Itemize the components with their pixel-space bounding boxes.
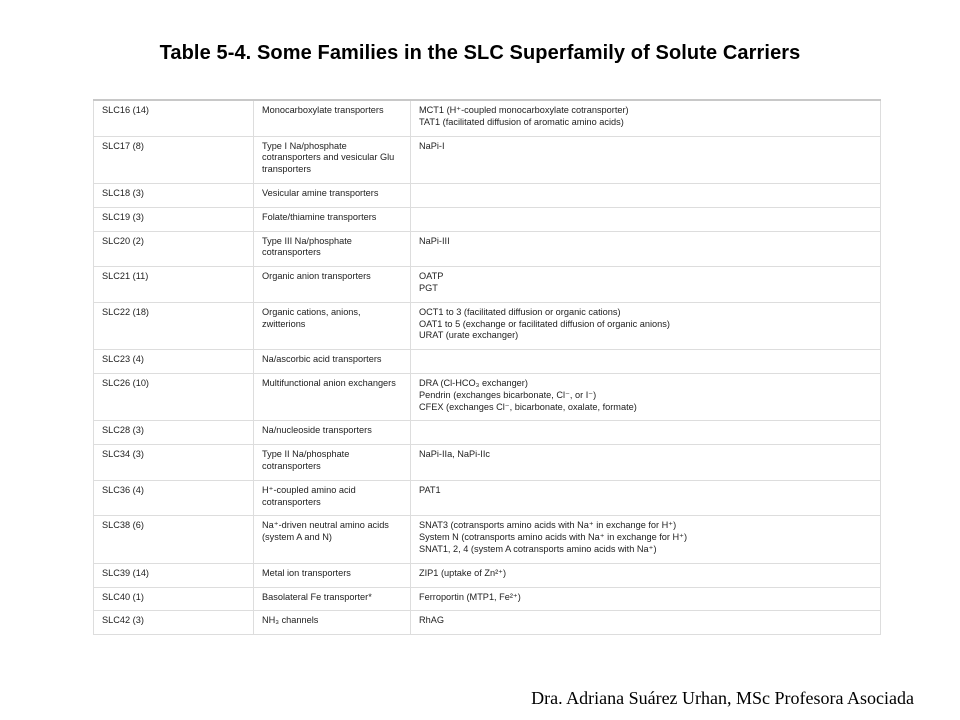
member-line: SNAT1, 2, 4 (system A cotransports amino acids with Na⁺): [419, 543, 657, 554]
table-row: [94, 207, 881, 231]
family-cell: SLC16 (14): [94, 100, 254, 136]
page-title: Table 5-4. Some Families in the SLC Superfamily of Solute Carriers: [159, 42, 801, 64]
description-cell: Na⁺-driven neutral amino acids (system A and N): [254, 516, 411, 563]
member-line: Ferroportin (MTP1, Fe²⁺): [419, 591, 521, 602]
member-line: PAT1: [419, 484, 441, 495]
description-cell: NH₃ channels: [254, 611, 411, 635]
members-cell: [411, 136, 881, 183]
family-cell: SLC38 (6): [94, 516, 254, 563]
members-cell: [411, 100, 881, 136]
members-cell: [411, 267, 881, 303]
family-cell: SLC39 (14): [94, 563, 254, 587]
description-cell: Basolateral Fe transporter*: [254, 587, 411, 611]
member-line: RhAG: [419, 615, 445, 626]
family-cell: SLC26 (10): [94, 373, 254, 420]
members-cell: [411, 183, 881, 207]
member-line: URAT (urate exchanger): [419, 330, 519, 341]
description-cell: Type II Na/phosphate cotransporters: [254, 445, 411, 481]
members-cell: [411, 421, 881, 445]
member-line: Pendrin (exchanges bicarbonate, Cl⁻, or I⁻): [419, 389, 597, 400]
members-cell: [411, 563, 881, 587]
family-cell: SLC40 (1): [94, 587, 254, 611]
family-cell: SLC28 (3): [94, 421, 254, 445]
table-row: [94, 480, 881, 516]
family-cell: SLC21 (11): [94, 267, 254, 303]
member-line: NaPi-IIa, NaPi-IIc: [419, 449, 490, 460]
member-line: SNAT3 (cotransports amino acids with Na⁺ in exchange for H⁺): [419, 520, 677, 531]
table-row: [94, 231, 881, 267]
description-cell: Type I Na/phosphate cotransporters and vesicular Glu transporters: [254, 136, 411, 183]
family-cell: SLC23 (4): [94, 350, 254, 374]
member-line: ZIP1 (uptake of Zn²⁺): [419, 567, 507, 578]
table-row: [94, 611, 881, 635]
description-cell: Multifunctional anion exchangers: [254, 373, 411, 420]
family-cell: SLC19 (3): [94, 207, 254, 231]
table-row: [94, 302, 881, 349]
member-line: System N (cotransports amino acids with Na⁺ in exchange for H⁺): [419, 532, 688, 543]
table-row: [94, 350, 881, 374]
member-line: NaPi-III: [419, 235, 450, 246]
members-cell: [411, 587, 881, 611]
member-line: OCT1 to 3 (facilitated diffusion or organic cations): [419, 306, 621, 317]
table-body: [94, 100, 881, 635]
member-line: DRA (Cl-HCO₃ exchanger): [419, 377, 528, 388]
slc-families-table: [93, 99, 881, 635]
family-cell: SLC42 (3): [94, 611, 254, 635]
description-cell: Na/ascorbic acid transporters: [254, 350, 411, 374]
member-line: MCT1 (H⁺-coupled monocarboxylate cotransporter): [419, 105, 629, 115]
table-row: [94, 421, 881, 445]
members-cell: [411, 373, 881, 420]
table-row: [94, 373, 881, 420]
family-cell: SLC34 (3): [94, 445, 254, 481]
table-row: [94, 516, 881, 563]
member-line: TAT1 (facilitated diffusion of aromatic amino acids): [419, 116, 624, 127]
table-row: [94, 587, 881, 611]
description-cell: Metal ion transporters: [254, 563, 411, 587]
family-cell: SLC22 (18): [94, 302, 254, 349]
members-cell: [411, 611, 881, 635]
table-row: [94, 100, 881, 136]
description-cell: Organic anion transporters: [254, 267, 411, 303]
members-cell: [411, 302, 881, 349]
members-cell: [411, 207, 881, 231]
table-row: [94, 563, 881, 587]
members-cell: [411, 516, 881, 563]
member-line: NaPi-I: [419, 140, 445, 151]
family-cell: SLC18 (3): [94, 183, 254, 207]
description-cell: Vesicular amine transporters: [254, 183, 411, 207]
table-row: [94, 267, 881, 303]
table-row: [94, 445, 881, 481]
family-cell: SLC20 (2): [94, 231, 254, 267]
member-line: CFEX (exchanges Cl⁻, bicarbonate, oxalate, formate): [419, 401, 637, 412]
members-cell: [411, 231, 881, 267]
description-cell: H⁺-coupled amino acid cotransporters: [254, 480, 411, 516]
description-cell: Folate/thiamine transporters: [254, 207, 411, 231]
member-line: PGT: [419, 282, 438, 293]
description-cell: Type III Na/phosphate cotransporters: [254, 231, 411, 267]
member-line: OATP: [419, 271, 444, 282]
table-row: [94, 183, 881, 207]
member-line: OAT1 to 5 (exchange or facilitated diffusion of organic anions): [419, 318, 670, 329]
members-cell: [411, 445, 881, 481]
description-cell: Na/nucleoside transporters: [254, 421, 411, 445]
author-footer: Dra. Adriana Suárez Urhan, MSc Profesora Asociada: [531, 688, 914, 708]
members-cell: [411, 480, 881, 516]
description-cell: Organic cations, anions, zwitterions: [254, 302, 411, 349]
table-row: [94, 136, 881, 183]
description-cell: Monocarboxylate transporters: [254, 100, 411, 136]
family-cell: SLC17 (8): [94, 136, 254, 183]
family-cell: SLC36 (4): [94, 480, 254, 516]
members-cell: [411, 350, 881, 374]
